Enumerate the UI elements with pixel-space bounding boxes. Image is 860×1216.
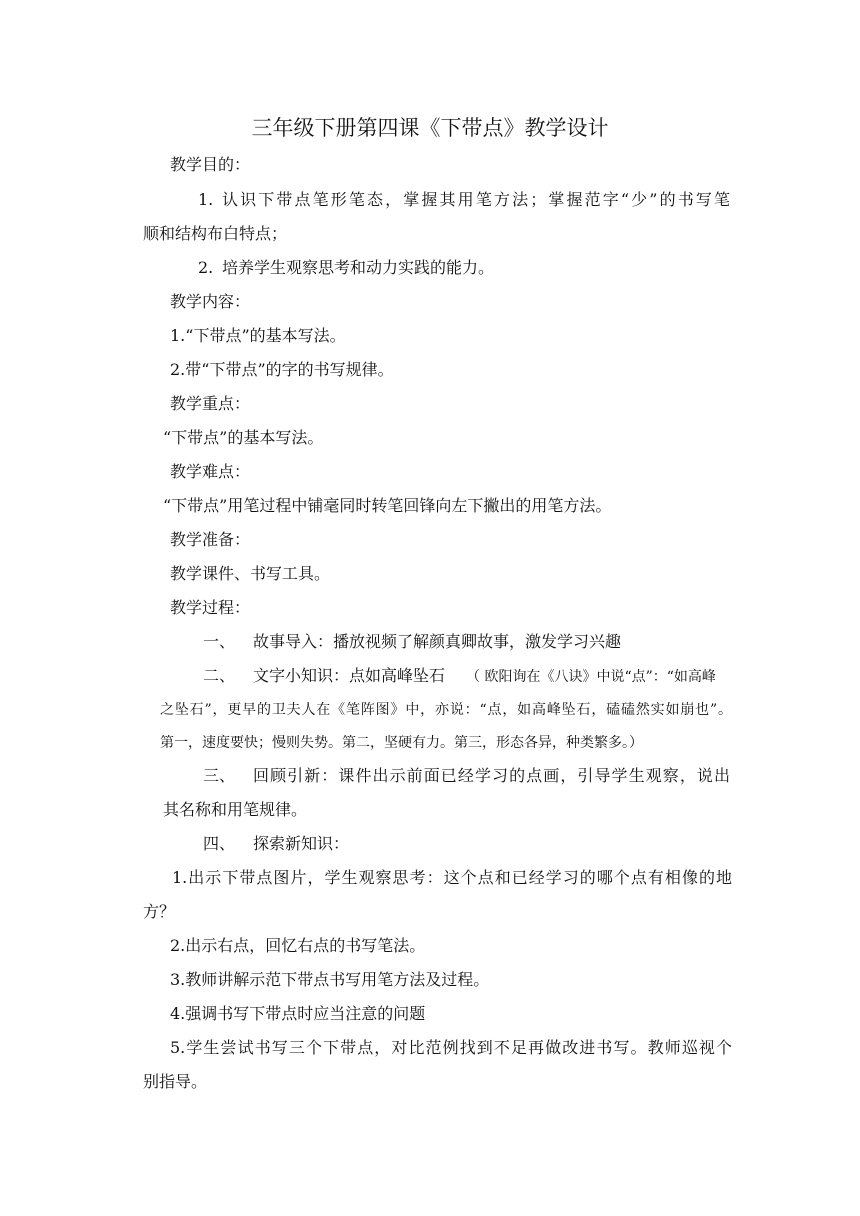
process-substep-5-line-1: 5.学生尝试书写三个下带点，对比范例找到不足再做改进书写。教师巡视个 bbox=[170, 1038, 732, 1057]
objective-item-1-line-2: 顺和结构布白特点； bbox=[143, 224, 288, 243]
process-step-2-note-line-1: （ 欧阳询在《八诀》中说“点”：“如高峰 bbox=[466, 669, 716, 685]
key-point-text: “下带点”的基本写法。 bbox=[163, 428, 324, 447]
key-point-heading: 教学重点： bbox=[170, 394, 251, 413]
content-item-1: 1.“下带点”的基本写法。 bbox=[170, 326, 346, 345]
process-step-2-label: 二、 bbox=[203, 666, 236, 685]
process-step-4-text: 探索新知识： bbox=[253, 834, 350, 853]
process-substep-4: 4.强调书写下带点时应当注意的问题 bbox=[170, 1004, 426, 1023]
process-step-2-note-line-2: 之坠石”，更早的卫夫人在《笔阵图》中，亦说：“点，如高峰坠石，磕磕然实如崩也”。 bbox=[160, 702, 732, 718]
process-step-1-text: 故事导入：播放视频了解颜真卿故事，激发学习兴趣 bbox=[253, 632, 622, 651]
process-substep-3: 3.教师讲解示范下带点书写用笔方法及过程。 bbox=[170, 970, 490, 989]
difficulty-text: “下带点”用笔过程中铺毫同时转笔回锋向左下撇出的用笔方法。 bbox=[163, 496, 612, 515]
objective-item-1-number: 1. bbox=[198, 190, 214, 209]
process-step-4-label: 四、 bbox=[203, 834, 236, 853]
objective-item-2-text: 培养学生观察思考和动力实践的能力。 bbox=[222, 258, 495, 277]
preparation-heading: 教学准备： bbox=[170, 530, 251, 549]
content-heading: 教学内容： bbox=[170, 292, 251, 311]
process-heading: 教学过程： bbox=[170, 598, 251, 617]
process-step-2-text: 文字小知识：点如高峰坠石 bbox=[253, 666, 446, 685]
process-substep-1-line-2: 方？ bbox=[143, 902, 176, 921]
process-step-1-label: 一、 bbox=[203, 632, 236, 651]
process-step-3-label: 三、 bbox=[203, 766, 236, 785]
process-substep-1-line-1: 1.出示下带点图片，学生观察思考：这个点和已经学习的哪个点有相像的地 bbox=[172, 868, 732, 887]
process-substep-2: 2.出示右点，回忆右点的书写笔法。 bbox=[170, 936, 426, 955]
process-step-3-line-1: 回顾引新：课件出示前面已经学习的点画，引导学生观察，说出 bbox=[253, 766, 730, 785]
process-step-3-line-2: 其名称和用笔规律。 bbox=[163, 800, 308, 819]
document-title: 三年级下册第四课《下带点》教学设计 bbox=[251, 116, 609, 140]
preparation-text: 教学课件、书写工具。 bbox=[170, 564, 331, 583]
process-step-2-note-line-3: 第一，速度要快；慢则失势。第二，坚硬有力。第三，形态各异，种类繁多。） bbox=[160, 735, 643, 751]
process-substep-5-line-2: 别指导。 bbox=[143, 1072, 208, 1091]
objectives-heading: 教学目的： bbox=[170, 155, 251, 174]
difficulty-heading: 教学难点： bbox=[170, 462, 251, 481]
content-item-2: 2.带“下带点”的字的书写规律。 bbox=[170, 360, 394, 379]
objective-item-2-number: 2. bbox=[198, 258, 214, 277]
objective-item-1-line-1: 认识下带点笔形笔态，掌握其用笔方法；掌握范字“少”的书写笔 bbox=[222, 190, 730, 209]
